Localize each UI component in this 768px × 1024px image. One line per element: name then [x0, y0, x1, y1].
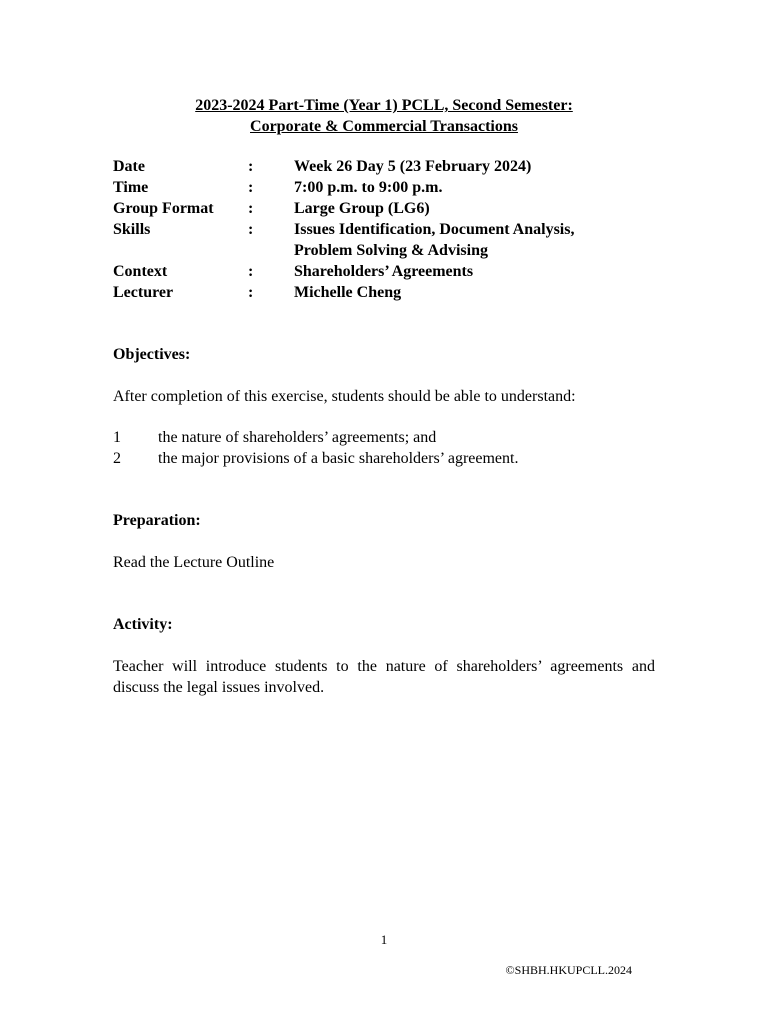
info-value: Michelle Cheng	[294, 284, 402, 301]
info-row-context	[113, 261, 634, 282]
list-item-text: the major provisions of a basic shareholders’ agreement.	[158, 450, 519, 467]
list-item-text: the nature of shareholders’ agreements; and	[158, 429, 437, 446]
info-colon: :	[248, 179, 254, 196]
preparation-heading: Preparation:	[113, 512, 201, 529]
document-title-line-1: 2023-2024 Part-Time (Year 1) PCLL, Second Semester:	[195, 97, 573, 114]
info-row-group-format	[113, 198, 634, 219]
objectives-intro: After completion of this exercise, students should be able to understand:	[113, 388, 576, 405]
list-item-number: 1	[113, 429, 121, 446]
info-value: 7:00 p.m. to 9:00 p.m.	[294, 179, 443, 196]
info-colon: :	[248, 158, 254, 175]
info-value: Large Group (LG6)	[294, 200, 430, 217]
info-label: Skills	[113, 221, 151, 238]
info-colon: :	[248, 284, 254, 301]
list-item	[113, 448, 518, 469]
document-title-line-2: Corporate & Commercial Transactions	[250, 118, 518, 135]
info-row-skills	[113, 219, 634, 261]
info-value: Issues Identification, Document Analysis, Problem Solving & Advising	[294, 221, 575, 259]
info-value: Shareholders’ Agreements	[294, 263, 474, 280]
page-number: 1	[380, 932, 388, 947]
preparation-text: Read the Lecture Outline	[113, 554, 275, 571]
info-row-date	[113, 156, 634, 177]
activity-text: Teacher will introduce students to the nature of shareholders’ agreements and discuss the legal issues involved.	[113, 658, 655, 696]
list-item-number: 2	[113, 450, 121, 467]
objectives-heading: Objectives:	[113, 346, 191, 363]
copyright-notice: ©SHBH.HKUPCLL.2024	[505, 963, 632, 977]
info-label: Context	[113, 263, 168, 280]
activity-heading: Activity:	[113, 616, 173, 633]
info-row-time	[113, 177, 634, 198]
info-colon: :	[248, 263, 254, 280]
session-info-table	[113, 156, 634, 303]
info-label: Lecturer	[113, 284, 174, 301]
info-colon: :	[248, 200, 254, 217]
objectives-list	[113, 427, 518, 469]
info-value: Week 26 Day 5 (23 February 2024)	[294, 158, 532, 175]
info-row-lecturer	[113, 282, 634, 303]
info-label: Time	[113, 179, 149, 196]
list-item	[113, 427, 518, 448]
info-colon: :	[248, 221, 254, 238]
info-label: Date	[113, 158, 145, 175]
info-label: Group Format	[113, 200, 214, 217]
